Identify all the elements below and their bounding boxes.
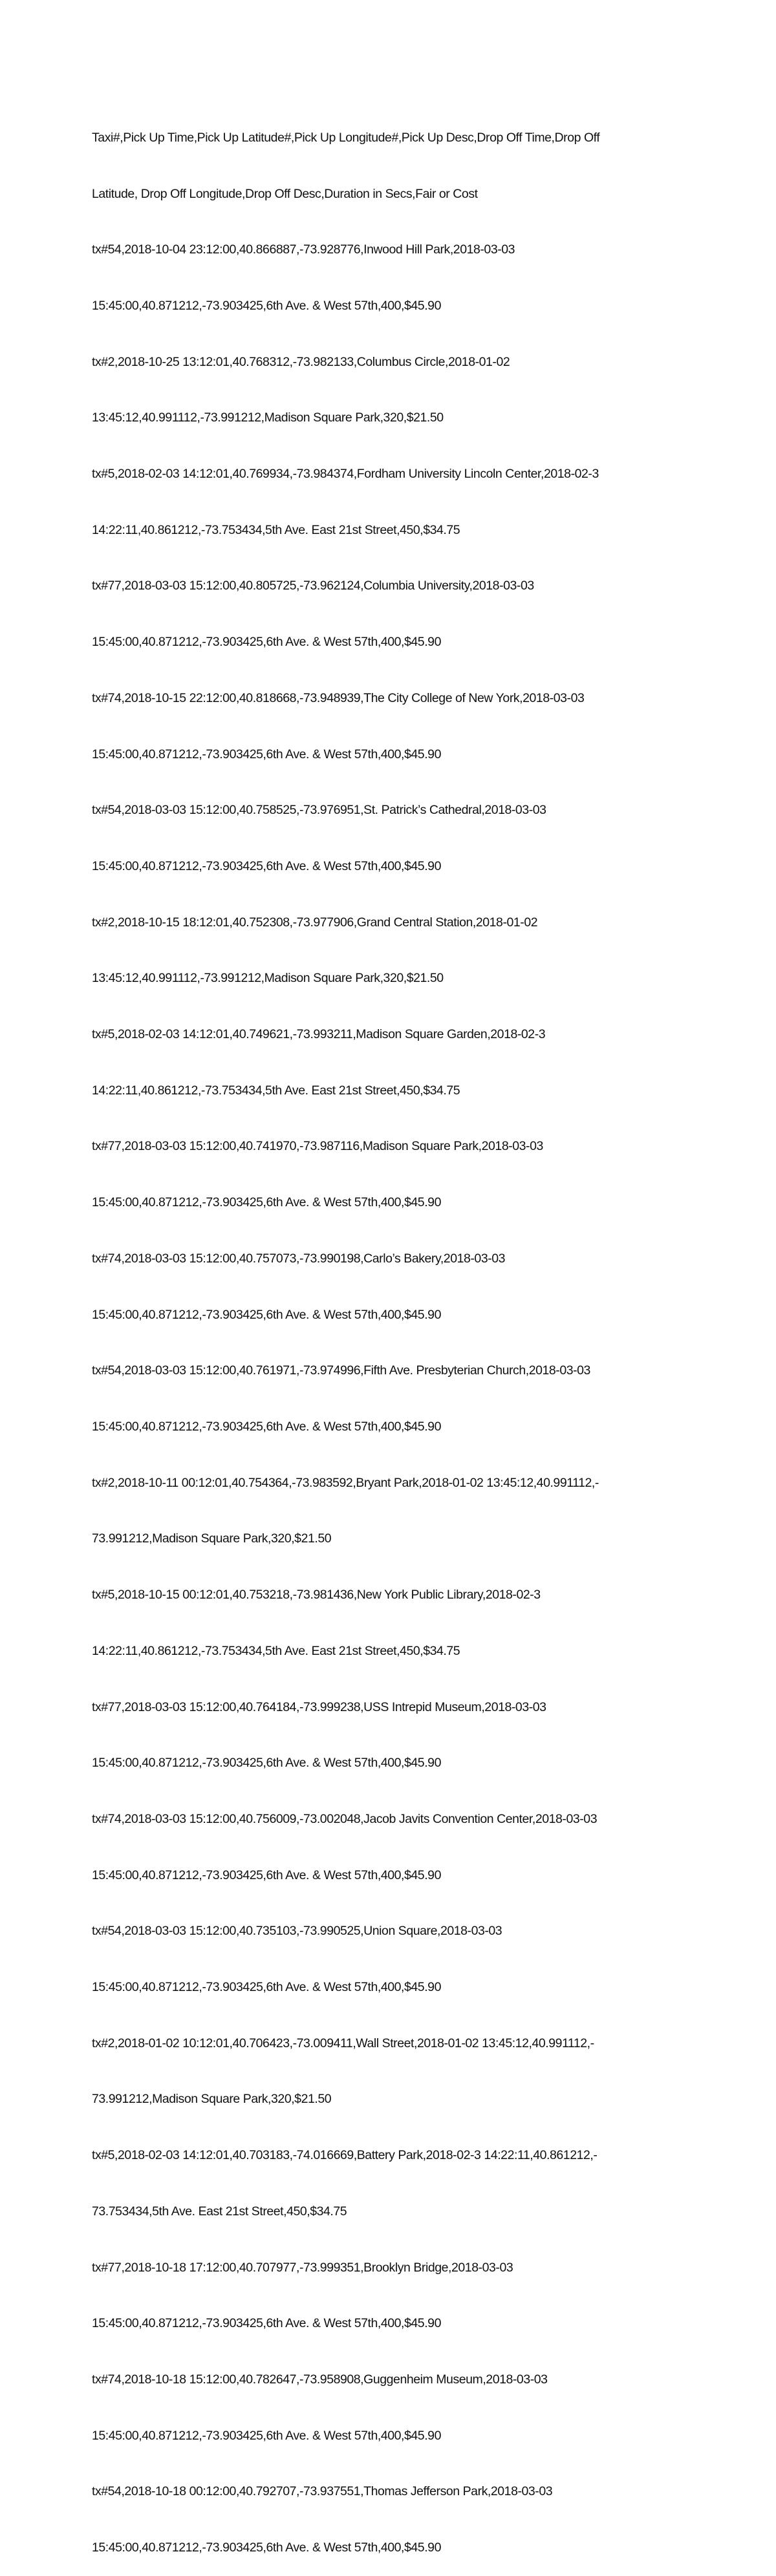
csv-record-line: tx#74,2018-03-03 15:12:00,40.757073,-73.990198,Carlo’s Bakery,2018-03-03 [92, 1251, 506, 1266]
csv-record-line: 15:45:00,40.871212,-73.903425,6th Ave. & West 57th,400,$45.90 [92, 1419, 441, 1434]
csv-record-line: tx#2,2018-10-15 18:12:01,40.752308,-73.977906,Grand Central Station,2018-01-02 [92, 915, 538, 930]
csv-record-line: tx#2,2018-10-11 00:12:01,40.754364,-73.983592,Bryant Park,2018-01-02 13:45:12,40.991112,- [92, 1475, 599, 1490]
csv-record-line: 73.753434,5th Ave. East 21st Street,450,$34.75 [92, 2204, 347, 2219]
csv-header-line: Latitude, Drop Off Longitude,Drop Off Desc,Duration in Secs,Fair or Cost [92, 186, 478, 201]
csv-record-line: tx#74,2018-10-18 15:12:00,40.782647,-73.958908,Guggenheim Museum,2018-03-03 [92, 2372, 548, 2387]
csv-record-line: tx#5,2018-02-03 14:12:01,40.769934,-73.984374,Fordham University Lincoln Center,2018-02-3 [92, 467, 599, 482]
csv-record-line: 15:45:00,40.871212,-73.903425,6th Ave. & West 57th,400,$45.90 [92, 298, 441, 313]
csv-record-line: 14:22:11,40.861212,-73.753434,5th Ave. East 21st Street,450,$34.75 [92, 522, 460, 537]
csv-record-line: 13:45:12,40.991112,-73.991212,Madison Square Park,320,$21.50 [92, 971, 444, 986]
csv-record-line: tx#54,2018-03-03 15:12:00,40.761971,-73.974996,Fifth Ave. Presbyterian Church,2018-03-03 [92, 1363, 590, 1378]
csv-record-line: 15:45:00,40.871212,-73.903425,6th Ave. & West 57th,400,$45.90 [92, 2316, 441, 2331]
csv-record-line: tx#5,2018-02-03 14:12:01,40.703183,-74.016669,Battery Park,2018-02-3 14:22:11,40.861212,- [92, 2148, 598, 2163]
csv-record-line: tx#74,2018-10-15 22:12:00,40.818668,-73.948939,The City College of New York,2018-03-03 [92, 690, 585, 705]
csv-record-line: 15:45:00,40.871212,-73.903425,6th Ave. & West 57th,400,$45.90 [92, 1756, 441, 1771]
csv-record-line: 73.991212,Madison Square Park,320,$21.50 [92, 1531, 332, 1546]
csv-record-line: 14:22:11,40.861212,-73.753434,5th Ave. East 21st Street,450,$34.75 [92, 1083, 460, 1098]
csv-record-line: tx#54,2018-10-04 23:12:00,40.866887,-73.928776,Inwood Hill Park,2018-03-03 [92, 242, 515, 257]
csv-record-line: 15:45:00,40.871212,-73.903425,6th Ave. & West 57th,400,$45.90 [92, 635, 441, 650]
csv-record-line: 15:45:00,40.871212,-73.903425,6th Ave. & West 57th,400,$45.90 [92, 858, 441, 873]
csv-record-line: 14:22:11,40.861212,-73.753434,5th Ave. East 21st Street,450,$34.75 [92, 1643, 460, 1658]
csv-record-line: tx#77,2018-03-03 15:12:00,40.805725,-73.962124,Columbia University,2018-03-03 [92, 579, 534, 593]
csv-record-line: 15:45:00,40.871212,-73.903425,6th Ave. & West 57th,400,$45.90 [92, 747, 441, 761]
csv-record-line: 15:45:00,40.871212,-73.903425,6th Ave. & West 57th,400,$45.90 [92, 2540, 441, 2555]
csv-record-line: 73.991212,Madison Square Park,320,$21.50 [92, 2092, 332, 2107]
csv-header-line: Taxi#,Pick Up Time,Pick Up Latitude#,Pick Up Longitude#,Pick Up Desc,Drop Off Time,Drop Off [92, 130, 600, 145]
csv-record-line: tx#2,2018-10-25 13:12:01,40.768312,-73.982133,Columbus Circle,2018-01-02 [92, 354, 510, 369]
csv-record-line: tx#77,2018-03-03 15:12:00,40.741970,-73.987116,Madison Square Park,2018-03-03 [92, 1139, 543, 1154]
csv-record-line: tx#54,2018-03-03 15:12:00,40.758525,-73.976951,St. Patrick’s Cathedral,2018-03-03 [92, 803, 546, 818]
csv-record-line: tx#77,2018-10-18 17:12:00,40.707977,-73.999351,Brooklyn Bridge,2018-03-03 [92, 2260, 513, 2275]
csv-record-line: 15:45:00,40.871212,-73.903425,6th Ave. & West 57th,400,$45.90 [92, 1868, 441, 1882]
csv-record-line: tx#2,2018-01-02 10:12:01,40.706423,-73.009411,Wall Street,2018-01-02 13:45:12,40.991112,- [92, 2036, 594, 2050]
csv-record-line: tx#74,2018-03-03 15:12:00,40.756009,-73.002048,Jacob Javits Convention Center,2018-03-03 [92, 1811, 598, 1826]
csv-record-line: 15:45:00,40.871212,-73.903425,6th Ave. & West 57th,400,$45.90 [92, 2428, 441, 2443]
csv-record-line: tx#54,2018-03-03 15:12:00,40.735103,-73.990525,Union Square,2018-03-03 [92, 1924, 502, 1939]
csv-record-line: 15:45:00,40.871212,-73.903425,6th Ave. & West 57th,400,$45.90 [92, 1195, 441, 1210]
csv-record-line: tx#77,2018-03-03 15:12:00,40.764184,-73.999238,USS Intrepid Museum,2018-03-03 [92, 1699, 546, 1714]
csv-record-line: 15:45:00,40.871212,-73.903425,6th Ave. & West 57th,400,$45.90 [92, 1980, 441, 1995]
csv-record-line: 15:45:00,40.871212,-73.903425,6th Ave. & West 57th,400,$45.90 [92, 1307, 441, 1322]
csv-record-line: tx#54,2018-10-18 00:12:00,40.792707,-73.937551,Thomas Jefferson Park,2018-03-03 [92, 2484, 553, 2499]
csv-record-line: tx#5,2018-02-03 14:12:01,40.749621,-73.993211,Madison Square Garden,2018-02-3 [92, 1027, 546, 1042]
document-page [92, 91, 693, 2576]
csv-record-line: tx#5,2018-10-15 00:12:01,40.753218,-73.981436,New York Public Library,2018-02-3 [92, 1588, 541, 1602]
csv-record-line: 13:45:12,40.991112,-73.991212,Madison Square Park,320,$21.50 [92, 410, 444, 425]
